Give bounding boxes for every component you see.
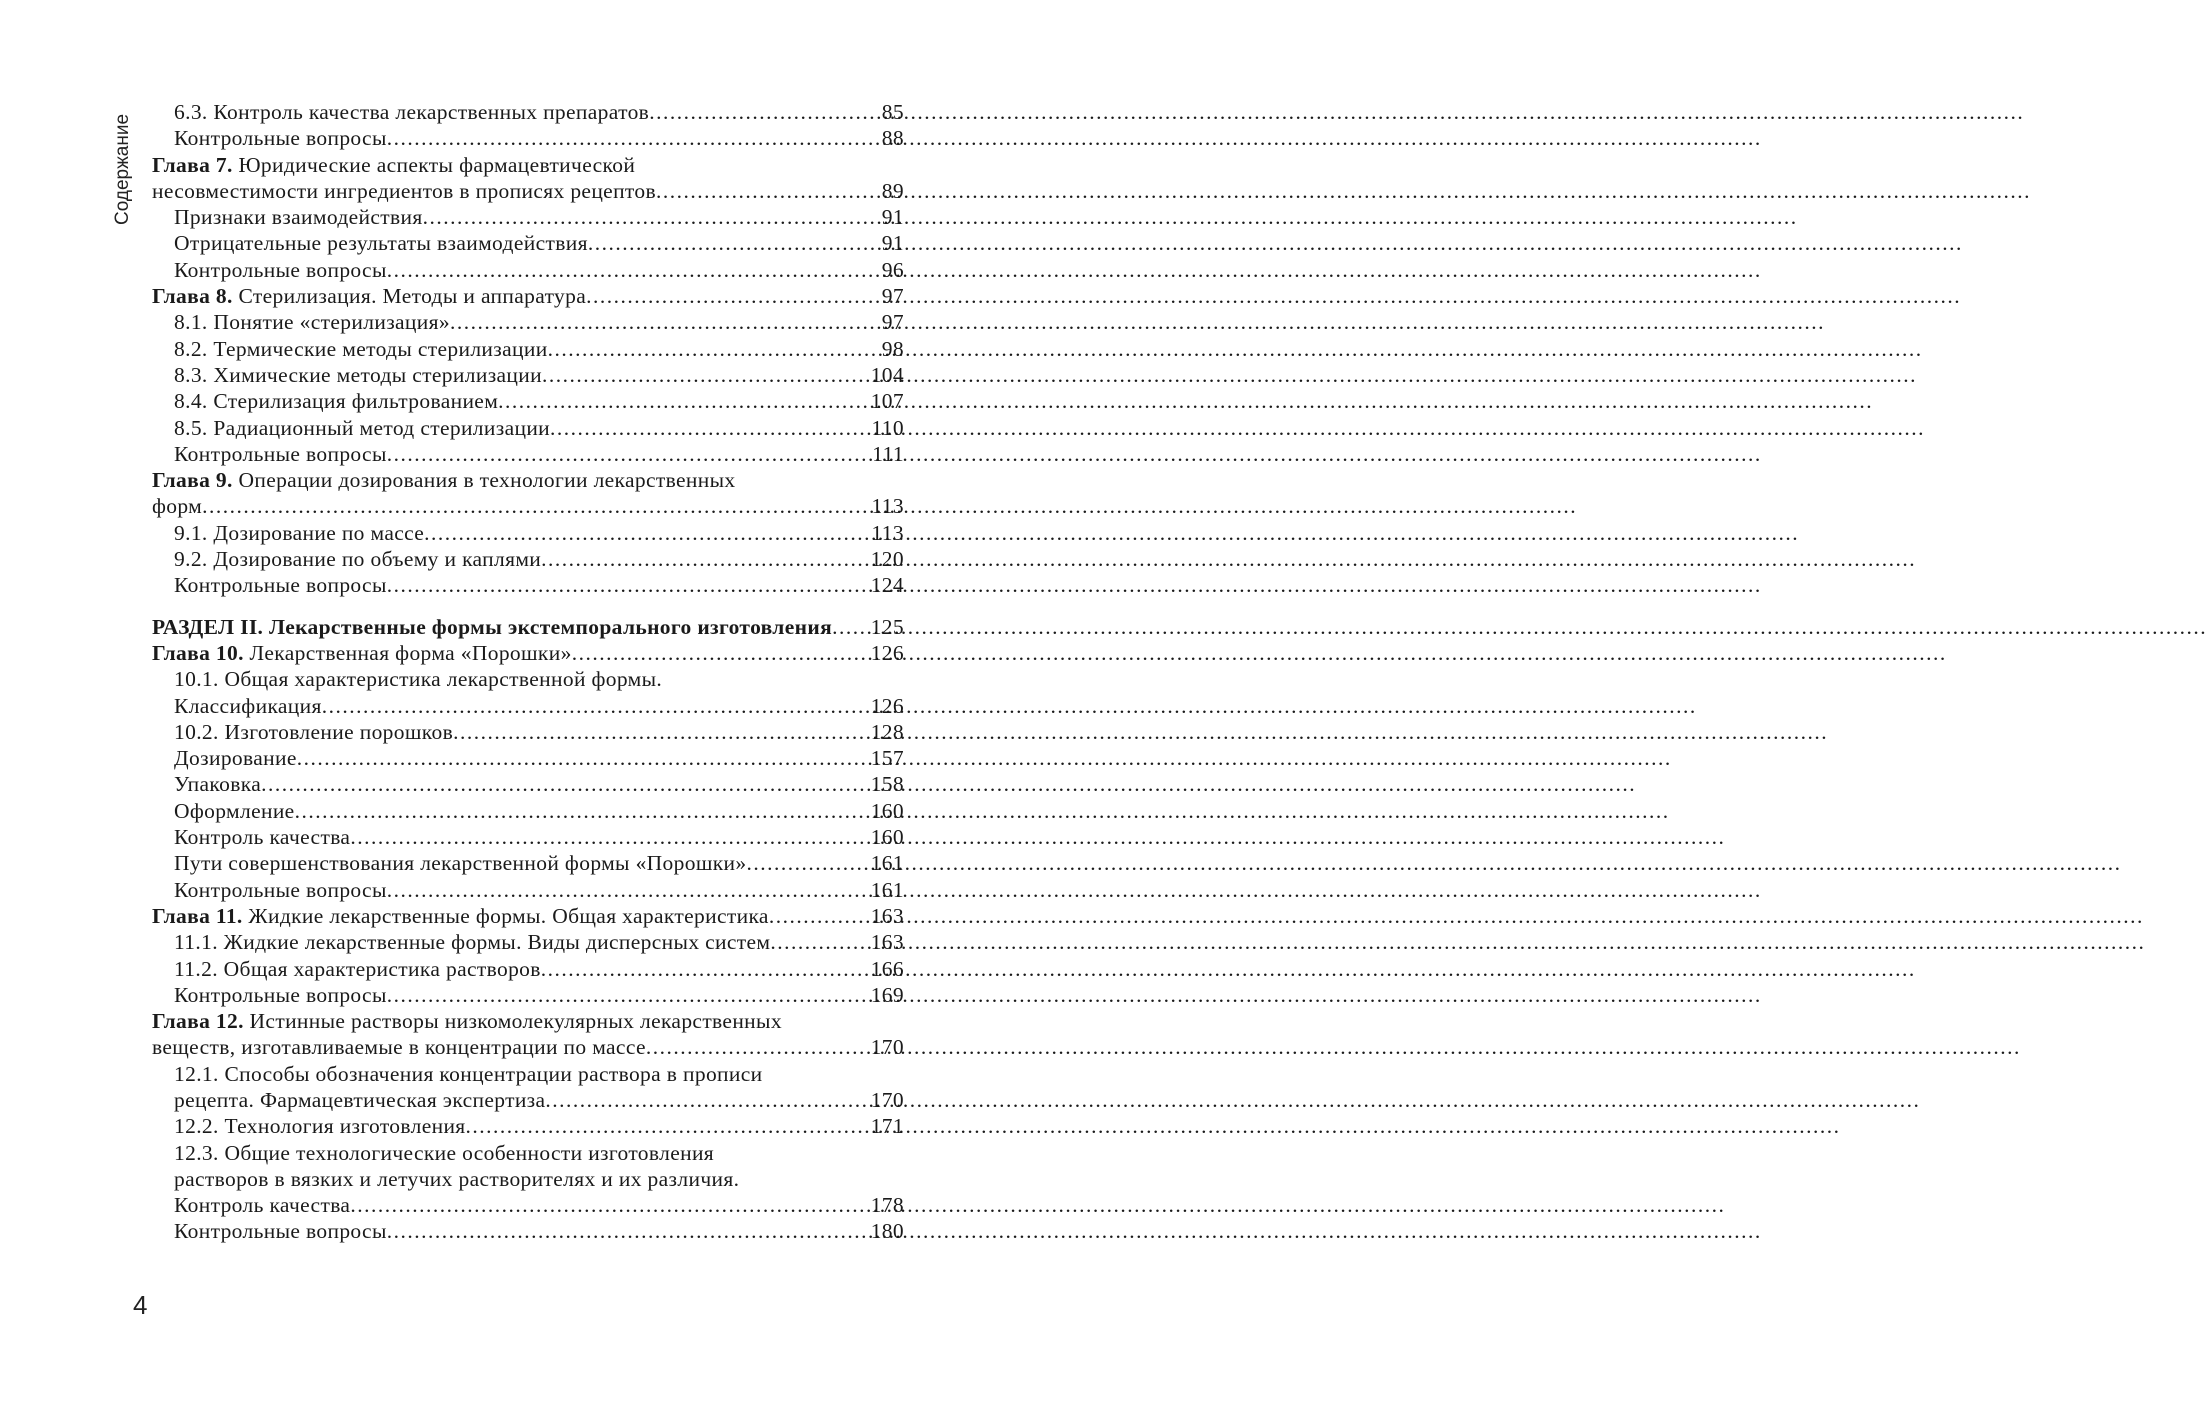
toc-page-number: 128 <box>870 719 904 744</box>
toc-page-number: 163 <box>870 930 904 955</box>
toc-entry-title <box>152 283 586 309</box>
toc-entry[interactable] <box>152 467 904 493</box>
toc-page-number: 111 <box>872 441 904 466</box>
entry-text: Контроль качества <box>174 825 351 850</box>
dot-leader <box>548 336 879 362</box>
entry-text: 10.1. Общая характеристика лекарственной формы. <box>174 667 663 692</box>
toc-entry-title <box>174 719 453 745</box>
toc-entry[interactable] <box>152 956 904 982</box>
toc-entry[interactable] <box>152 204 904 230</box>
toc-entry-title <box>152 903 769 929</box>
toc-page-number: 178 <box>870 1193 904 1218</box>
entry-text: форм <box>152 494 203 519</box>
dot-leader <box>550 415 868 441</box>
toc-entry[interactable] <box>152 1008 904 1034</box>
toc-entry[interactable] <box>152 230 904 256</box>
toc-entry[interactable] <box>152 1192 904 1218</box>
dot-leader <box>588 230 879 256</box>
toc-entry-title <box>174 441 387 467</box>
chapter-label: РАЗДЕЛ II. Лекарственные формы экстемпорального изготовления <box>152 614 833 639</box>
toc-entry[interactable] <box>152 415 904 441</box>
entry-text: 8.1. Понятие «стерилизация» <box>174 310 450 335</box>
chapter-label: Глава 8. <box>152 284 233 309</box>
toc-page-number: 97 <box>881 284 904 309</box>
toc-page-number: 163 <box>870 903 904 928</box>
toc-entry[interactable] <box>152 1034 904 1060</box>
toc-entry-title <box>174 520 424 546</box>
toc-entry[interactable] <box>152 388 904 414</box>
toc-page-number: 96 <box>881 257 904 282</box>
dot-leader <box>453 719 868 745</box>
toc-page-number: 170 <box>870 1087 904 1112</box>
toc-page-number: 91 <box>881 205 904 230</box>
toc-page-number: 171 <box>870 1114 904 1139</box>
toc-entry-title <box>152 493 202 519</box>
toc-entry-title <box>174 693 322 719</box>
toc-entry-title <box>174 982 387 1008</box>
toc-entry[interactable] <box>152 903 904 929</box>
toc-entry-title <box>174 1140 714 1166</box>
dot-leader <box>350 1192 867 1218</box>
entry-text: 10.2. Изготовление порошков <box>174 719 454 744</box>
entry-text: Контроль качества <box>174 1193 351 1218</box>
toc-entry-title <box>152 1008 782 1034</box>
toc-entry-title <box>174 257 387 283</box>
entry-text: Отрицательные результаты взаимодействия <box>174 231 588 256</box>
dot-leader <box>424 520 868 546</box>
toc-entry-title <box>174 125 387 151</box>
toc-page-number: 107 <box>870 389 904 414</box>
entry-text: 9.1. Дозирование по массе <box>174 520 425 545</box>
toc-page-number: 98 <box>881 336 904 361</box>
toc-page-number: 88 <box>881 126 904 151</box>
dot-leader <box>450 309 879 335</box>
toc-entry-title <box>174 230 588 256</box>
toc-entry[interactable] <box>152 1087 904 1113</box>
chapter-label: Глава 9. <box>152 468 233 493</box>
toc-entry[interactable] <box>152 441 904 467</box>
toc-page-number: 113 <box>871 520 904 545</box>
toc-page-number: 161 <box>870 851 904 876</box>
entry-text: 9.2. Дозирование по объему и каплями <box>174 547 542 572</box>
entry-text: Классификация <box>174 693 322 718</box>
dot-leader <box>769 903 868 929</box>
dot-leader <box>202 493 868 519</box>
toc-entry[interactable] <box>152 1218 904 1244</box>
toc-entry-title <box>174 336 548 362</box>
toc-page-number: 113 <box>871 494 904 519</box>
entry-text: Юридические аспекты фармацевтической <box>232 152 636 177</box>
entry-text: Контрольные вопросы <box>174 1219 387 1244</box>
dot-leader <box>545 1087 867 1113</box>
toc-entry[interactable] <box>152 520 904 546</box>
toc-entry-title <box>152 152 635 178</box>
toc-entry-title <box>174 1192 350 1218</box>
chapter-label: Глава 10. <box>152 640 244 665</box>
toc-entry[interactable] <box>152 99 904 125</box>
entry-text: 8.2. Термические методы стерилизации <box>174 336 548 361</box>
entry-text: Упаковка <box>174 772 262 797</box>
toc-entry[interactable] <box>152 1061 904 1087</box>
dot-leader <box>656 178 879 204</box>
entry-text: несовместимости ингредиентов в прописях рецептов <box>152 178 656 203</box>
toc-entry[interactable] <box>152 572 904 598</box>
toc-entry[interactable] <box>152 309 904 335</box>
toc-entry[interactable] <box>152 546 904 572</box>
toc-entry-title <box>174 824 350 850</box>
dot-leader <box>770 929 867 955</box>
toc-entry-title <box>152 614 832 640</box>
entry-text: Признаки взаимодействия <box>174 205 423 230</box>
toc-page-number: 125 <box>870 614 904 639</box>
toc-entry[interactable] <box>152 850 904 876</box>
toc-page-number: 126 <box>870 640 904 665</box>
toc-entry[interactable] <box>152 125 904 151</box>
toc-entry[interactable] <box>152 824 904 850</box>
toc-entry-title <box>174 546 541 572</box>
entry-text: 11.1. Жидкие лекарственные формы. Виды дисперсных систем <box>174 930 771 955</box>
toc-entry[interactable] <box>152 336 904 362</box>
entry-text: Жидкие лекарственные формы. Общая характеристика <box>242 903 769 928</box>
toc-page-number: 126 <box>870 693 904 718</box>
entry-text: 8.4. Стерилизация фильтрованием <box>174 389 499 414</box>
dot-leader <box>832 614 868 640</box>
entry-text: 8.5. Радиационный метод стерилизации <box>174 415 551 440</box>
dot-leader <box>322 693 868 719</box>
running-header-section-label: Содержание <box>112 113 133 225</box>
dot-leader <box>350 824 867 850</box>
page-number: 4 <box>133 1290 148 1320</box>
entry-text: Пути совершенствования лекарственной формы «Порошки» <box>174 851 747 876</box>
dot-leader <box>295 798 868 824</box>
toc-entry[interactable] <box>152 719 904 745</box>
dot-leader <box>387 1218 868 1244</box>
dot-leader <box>542 362 868 388</box>
toc-entry-title <box>152 640 572 666</box>
toc-entry-title <box>174 309 450 335</box>
toc-entry[interactable] <box>152 257 904 283</box>
toc-entry-title <box>174 771 261 797</box>
dot-leader <box>261 771 868 797</box>
entry-text: Оформление <box>174 798 295 823</box>
entry-text: Дозирование <box>174 746 297 771</box>
entry-text: Контрольные вопросы <box>174 126 387 151</box>
dot-leader <box>387 441 870 467</box>
entry-text: Истинные растворы низкомолекулярных лекарственных <box>243 1009 782 1034</box>
toc-entry-title <box>174 1087 545 1113</box>
toc-page-number: 158 <box>870 772 904 797</box>
toc-entry[interactable] <box>152 493 904 519</box>
toc-entry[interactable] <box>152 798 904 824</box>
toc-entry-title <box>174 956 541 982</box>
entry-text: Контрольные вопросы <box>174 877 387 902</box>
toc-entry[interactable] <box>152 283 904 309</box>
entry-text: веществ, изготавливаемые в концентрации по массе <box>152 1035 646 1060</box>
chapter-label: Глава 12. <box>152 1009 244 1034</box>
entry-text: Лекарственная форма «Порошки» <box>243 640 572 665</box>
toc-entry-title <box>174 388 498 414</box>
toc-entry-title <box>174 362 542 388</box>
entry-text: Операции дозирования в технологии лекарственных <box>232 468 736 493</box>
toc-entry-title <box>174 1218 387 1244</box>
dot-leader <box>387 125 879 151</box>
dot-leader <box>297 745 868 771</box>
dot-leader <box>541 956 868 982</box>
toc-page-number: 124 <box>870 573 904 598</box>
toc-entry[interactable] <box>152 745 904 771</box>
dot-leader <box>466 1113 868 1139</box>
toc-page-number: 120 <box>870 547 904 572</box>
toc-entry-title <box>152 1034 646 1060</box>
entry-text: растворов в вязких и летучих растворителях и их различия. <box>174 1166 740 1191</box>
toc-entry[interactable] <box>152 178 904 204</box>
toc-entry-title <box>174 204 423 230</box>
toc-entry[interactable] <box>152 1140 904 1166</box>
toc-page-number: 166 <box>870 956 904 981</box>
toc-entry-title <box>152 467 736 493</box>
toc-entry[interactable] <box>152 929 904 955</box>
dot-leader <box>387 982 868 1008</box>
toc-entry[interactable] <box>152 152 904 178</box>
dot-leader <box>572 640 868 666</box>
toc-entry[interactable] <box>152 877 904 903</box>
toc-entry-title <box>174 666 662 692</box>
toc-entry[interactable] <box>152 362 904 388</box>
toc-page-number: 97 <box>881 310 904 335</box>
toc-entry-title <box>174 99 649 125</box>
toc-page-number: 85 <box>881 100 904 124</box>
toc-entry-title <box>174 877 387 903</box>
toc-entry-title <box>174 415 550 441</box>
toc-entry[interactable] <box>152 666 904 692</box>
toc-entry-title <box>174 745 297 771</box>
entry-text: 12.1. Способы обозначения концентрации раствора в прописи <box>174 1061 763 1086</box>
toc-page-number: 169 <box>870 982 904 1007</box>
toc-entry-title <box>174 798 295 824</box>
entry-text: 6.3. Контроль качества лекарственных препаратов <box>174 100 650 124</box>
entry-text: Контрольные вопросы <box>174 441 387 466</box>
toc-entry[interactable] <box>152 982 904 1008</box>
dot-leader <box>586 283 879 309</box>
toc-page-number: 180 <box>870 1219 904 1244</box>
toc-entry[interactable] <box>152 693 904 719</box>
entry-text: 8.3. Химические методы стерилизации <box>174 362 542 387</box>
dot-leader <box>498 388 868 414</box>
entry-text: рецепта. Фармацевтическая экспертиза <box>174 1087 546 1112</box>
toc-page-number: 161 <box>870 877 904 902</box>
dot-leader <box>423 204 879 230</box>
entry-text: Контрольные вопросы <box>174 573 387 598</box>
toc-entry[interactable] <box>152 614 904 640</box>
dot-leader <box>387 877 868 903</box>
entry-text: Контрольные вопросы <box>174 982 387 1007</box>
toc-entry-title <box>174 572 387 598</box>
toc-entry[interactable] <box>152 1113 904 1139</box>
table-of-contents <box>152 99 904 1245</box>
chapter-label: Глава 7. <box>152 152 233 177</box>
toc-entry-title <box>174 1113 466 1139</box>
chapter-label: Глава 11. <box>152 903 243 928</box>
toc-page-number: 157 <box>870 746 904 771</box>
entry-text: 12.2. Технология изготовления <box>174 1114 466 1139</box>
toc-entry-title <box>174 1061 763 1087</box>
toc-entry[interactable] <box>152 771 904 797</box>
entry-text: 11.2. Общая характеристика растворов <box>174 956 541 981</box>
toc-page-number: 89 <box>881 178 904 203</box>
entry-text: Контрольные вопросы <box>174 257 387 282</box>
dot-leader <box>387 572 868 598</box>
toc-page-number: 160 <box>870 798 904 823</box>
toc-page-number: 110 <box>871 415 904 440</box>
toc-page-number: 91 <box>881 231 904 256</box>
toc-page-number: 104 <box>870 362 904 387</box>
toc-entry-title <box>174 1166 739 1192</box>
toc-entry[interactable] <box>152 640 904 666</box>
dot-leader <box>541 546 868 572</box>
dot-leader <box>387 257 879 283</box>
dot-leader <box>649 99 879 125</box>
entry-text: 12.3. Общие технологические особенности изготовления <box>174 1140 715 1165</box>
toc-entry-title <box>152 178 656 204</box>
entry-text: Стерилизация. Методы и аппаратура <box>232 284 587 309</box>
toc-entry-title <box>174 850 747 876</box>
toc-entry-title <box>174 929 770 955</box>
dot-leader <box>747 850 868 876</box>
toc-entry[interactable] <box>152 1166 904 1192</box>
toc-page-number: 170 <box>870 1035 904 1060</box>
toc-page-number: 160 <box>870 825 904 850</box>
dot-leader <box>646 1034 868 1060</box>
